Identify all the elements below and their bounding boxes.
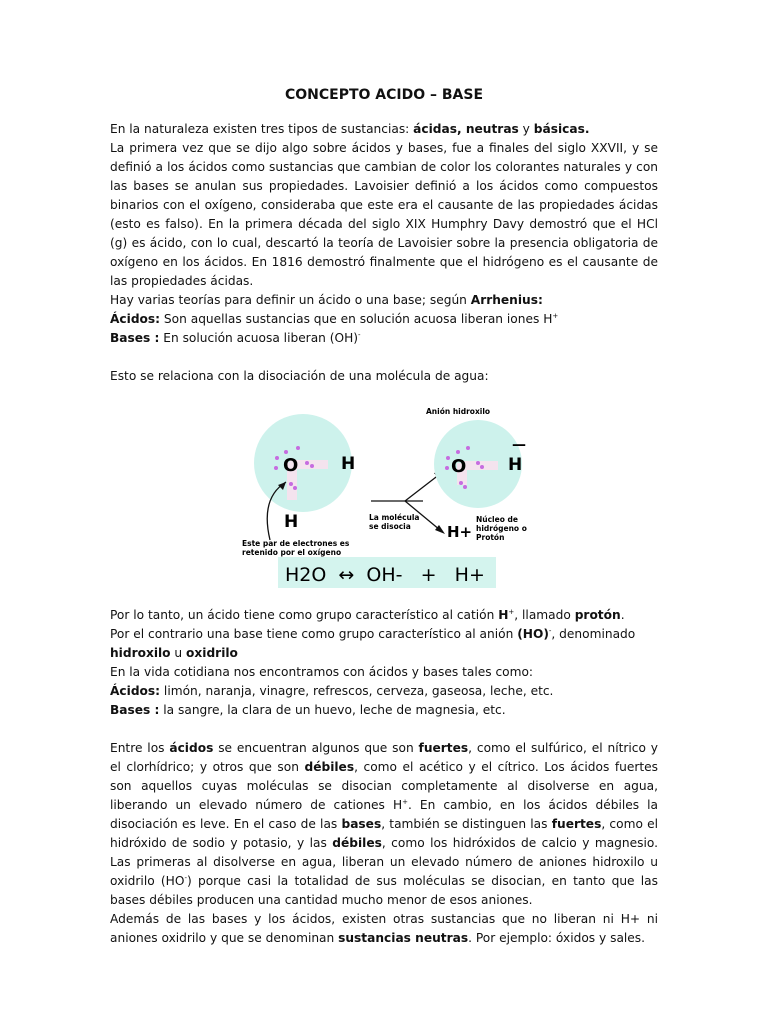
text: se encuentran algunos que son	[213, 741, 419, 755]
bold-text: Ácidos:	[110, 312, 161, 326]
paragraph-hydroxyl	[110, 644, 658, 663]
bold-text: (HO)	[517, 627, 549, 641]
paragraph-daily-life: En la vida cotidiana nos encontramos con ácidos y bases tales como:	[110, 665, 534, 679]
text: , denominado	[551, 627, 636, 641]
text: En solución acuosa liberan (OH)	[159, 331, 359, 345]
text: Hay varias teorías para definir un ácido o una base; según	[110, 293, 471, 307]
text: , también se distinguen las	[381, 817, 552, 831]
document-page	[110, 86, 658, 948]
hydrogen-label: H	[508, 455, 523, 475]
page-title: CONCEPTO ACIDO – BASE	[284, 87, 484, 103]
bold-text: básicas.	[533, 122, 590, 136]
text: la sangre, la clara de un huevo, leche de magnesia, etc.	[159, 703, 506, 717]
dissociation-caption: La molécula	[369, 513, 420, 522]
nucleus-caption: hidrógeno o	[476, 524, 527, 533]
bold-text: fuertes	[551, 817, 602, 831]
acids-definition	[110, 310, 658, 329]
paragraph-anion	[110, 625, 658, 644]
hydrogen-label: H	[284, 512, 299, 532]
acids-examples	[110, 682, 658, 701]
paragraph-arrhenius	[110, 291, 658, 310]
text: , como el sulfúrico, el nítrico y el clorhídrico; y otros que son	[110, 741, 659, 774]
bold-text: Bases :	[110, 703, 160, 717]
negative-charge: —	[512, 437, 526, 453]
superscript: +	[552, 311, 559, 320]
bold-text: Bases :	[110, 331, 160, 345]
text: limón, naranja, vinagre, refrescos, cerveza, gaseosa, leche, etc.	[160, 684, 554, 698]
bold-text: oxidrilo	[186, 646, 238, 660]
bold-text: sustancias neutras	[338, 931, 469, 945]
text: , llamado	[514, 608, 575, 622]
bold-text: ácidas, neutras	[413, 122, 519, 136]
bold-text: H	[498, 608, 509, 622]
equation: H2O ↔ OH- + H+	[285, 564, 485, 586]
oxygen-label: O	[451, 456, 467, 477]
electrons-caption: retenido por el oxígeno	[242, 548, 342, 557]
bold-text: débiles	[332, 836, 382, 850]
text: y	[518, 122, 534, 136]
dissociation-caption: se disocia	[369, 522, 411, 531]
text: u	[170, 646, 187, 660]
superscript: -	[548, 626, 552, 635]
nucleus-caption: Núcleo de	[476, 515, 518, 524]
bold-text: protón	[574, 608, 621, 622]
superscript: +	[402, 797, 408, 806]
bold-text: fuertes	[418, 741, 469, 755]
text: ) porque casi la totalidad de sus moléculas se disocian, en tanto que las bases débiles producen una cantidad mucho menor de esos aniones.	[110, 874, 659, 907]
text: En la naturaleza existen tres tipos de sustancias:	[110, 122, 414, 136]
bold-text: bases	[341, 817, 382, 831]
paragraph-strength	[110, 739, 658, 910]
superscript: -	[358, 330, 361, 339]
text: . Por ejemplo: óxidos y sales.	[468, 931, 646, 945]
bold-text: ácidos	[169, 741, 214, 755]
text: Entre los	[110, 741, 170, 755]
paragraph-proton	[110, 606, 658, 625]
proton-label: H+	[447, 523, 473, 541]
paragraph-intro	[110, 120, 658, 139]
water-dissociation-figure	[110, 400, 658, 588]
text: Además de las bases y los ácidos, existen otras sustancias que no liberan ni H+ ni aniones oxidrilo y que se denominan	[110, 912, 658, 945]
bold-text: Arrhenius:	[470, 293, 543, 307]
electrons-caption: Este par de electrones es	[242, 539, 350, 548]
bold-text: hidroxilo	[110, 646, 171, 660]
paragraph-dissociation: Esto se relaciona con la disociación de una molécula de agua:	[110, 369, 489, 383]
superscript: +	[508, 607, 515, 616]
bases-definition	[110, 329, 658, 348]
text: . En cambio, en los ácidos débiles la disociación es leve. En el caso de las	[110, 798, 658, 831]
anion-caption: Anión hidroxilo	[426, 407, 491, 416]
dissociation-diagram	[110, 400, 658, 588]
bold-text: débiles	[304, 760, 355, 774]
text: Por el contrario una base tiene como grupo característico al anión	[110, 627, 518, 641]
bases-examples	[110, 701, 658, 720]
paragraph-neutral	[110, 910, 658, 948]
hydrogen-label: H	[341, 454, 356, 474]
text: Son aquellas sustancias que en solución acuosa liberan iones H	[160, 312, 553, 326]
text: , como los hidróxidos de calcio y magnesio. Las primeras al disolverse en agua, liberan un elevado número de aniones hidroxilo u oxidrilo (HO	[110, 836, 658, 888]
text: .	[620, 608, 625, 622]
paragraph-history: La primera vez que se dijo algo sobre ácidos y bases, fue a finales del siglo XXVII, y se definió a los ácidos como sustancias que cambian de color los colorantes naturales y con las bases se anulan sus propiedades. Lavoisier definió a los ácidos como compuestos binarios con el oxígeno, consideraba que este era el causante de las propiedades ácidas (esto es falso). En la primera década del siglo XIX Humphry Davy demostró que el HCl (g) es ácido, con lo cual, descartó la teoría de Lavoisier sobre la presencia obligatoria de oxígeno en los ácidos. En 1816 demostró finalmente que el hidrógeno es el causante de las propiedades ácidas.	[110, 141, 658, 288]
text: , como el hidróxido de sodio y potasio, y las	[110, 817, 658, 850]
bold-text: Ácidos:	[110, 684, 161, 698]
text: Por lo tanto, un ácido tiene como grupo característico al catión	[110, 608, 499, 622]
superscript: -	[184, 873, 187, 882]
nucleus-caption: Protón	[476, 533, 505, 542]
oxygen-label: O	[283, 455, 299, 476]
text: , como el acético y el cítrico. Los ácidos fuertes son aquellos cuyas moléculas se disocian completamente al disolverse en agua, liberando un elevado número de cationes H	[110, 760, 659, 812]
